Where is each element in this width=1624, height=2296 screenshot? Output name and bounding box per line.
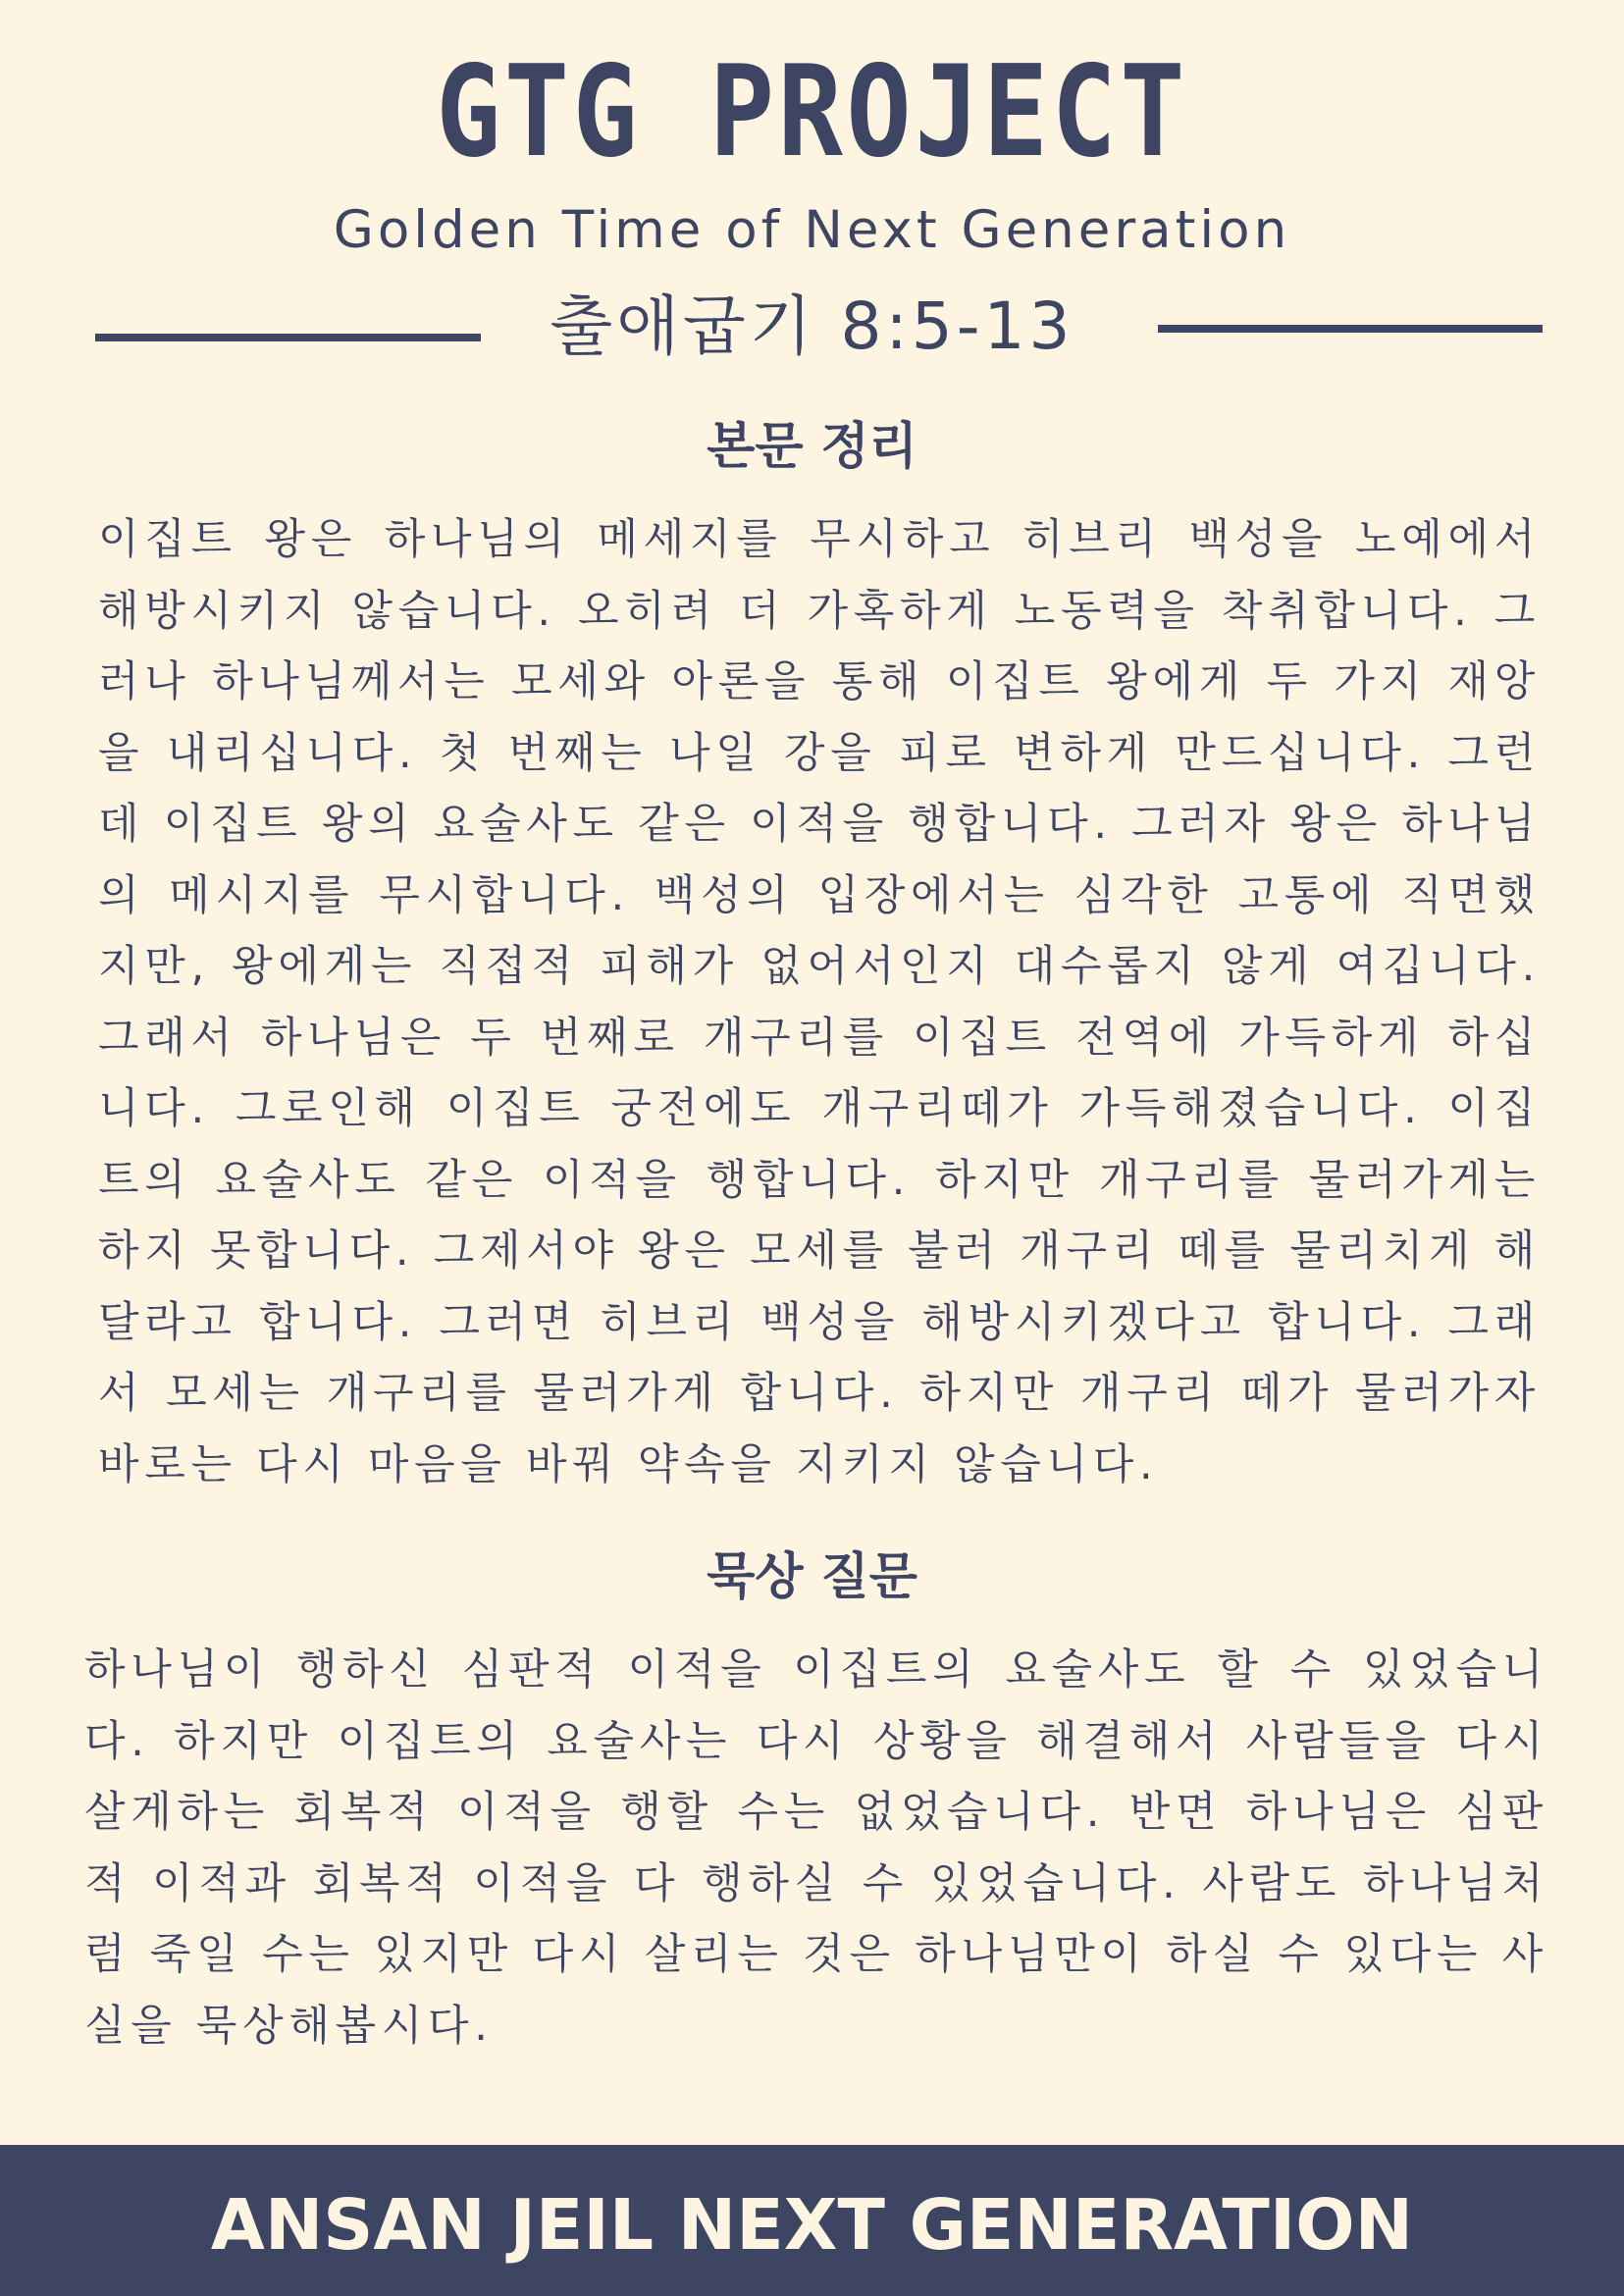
footer-text: ANSAN JEIL NEXT GENERATION (210, 2184, 1414, 2266)
page-title: GTG PROJECT (436, 39, 1188, 185)
summary-heading: 본문 정리 (707, 418, 917, 476)
questions-heading: 묵상 질문 (707, 1548, 917, 1606)
footer-banner (0, 2145, 1624, 2296)
summary-text: 이집트 왕은 하나님의 메세지를 무시하고 히브리 백성을 노예에서 해방시키지 않습니다. 오히려 더 가혹하게 노동력을 착취합니다. 그러나 하나님께서는 모세와 아론을 통해 이집트 왕에게 두 가지 재앙을 내리십니다. 첫 번째는 나일 강을 피로 변하게 만드십니다. 그런데 이집트 왕의 요술사도 같은 이적을 행합니다. 그러자 왕은 하나님의 메시지를 무시합니다. 백성의 입장에서는 심각한 고통에 직면했지만, 왕에게는 직접적 피해가 없어서인지 대수롭지 않게 여깁니다. 그래서 하나님은 두 번째로 개구리를 이집트 전역에 가득하게 하십니다. 그로인해 이집트 궁전에도 개구리떼가 가득해졌습니다. 이집트의 요술사도 같은 이적을 행합니다. 하지만 개구리를 물러가게는 하지 못합니다. 그제서야 왕은 모세를 불러 개구리 떼를 물리치게 해달라고 합니다. 그러면 히브리 백성을 해방시키겠다고 합니다. 그래서 모세는 개구리를 물러가게 합니다. 하지만 개구리 떼가 물러가자 바로는 다시 마음을 바꿔 약속을 지키지 않습니다. (98, 515, 1541, 1489)
scripture-passage: 출애굽기 8:5-13 (550, 288, 1074, 364)
questions-text: 하나님이 행하신 심판적 이적을 이집트의 요술사도 할 수 있었습니다. 하지만 이집트의 요술사는 다시 상황을 해결해서 사람들을 다시 살게하는 회복적 이적을 행할 수는 없었습니다. 반면 하나님은 심판적 이적과 회복적 이적을 다 행하실 수 있었습니다. 사람도 하나님처럼 죽일 수는 있지만 다시 살리는 것은 하나님만이 하실 수 있다는 사실을 묵상해봅시다. (84, 1645, 1548, 2051)
right-divider-line (1158, 325, 1543, 333)
page-subtitle: Golden Time of Next Generation (333, 200, 1291, 260)
